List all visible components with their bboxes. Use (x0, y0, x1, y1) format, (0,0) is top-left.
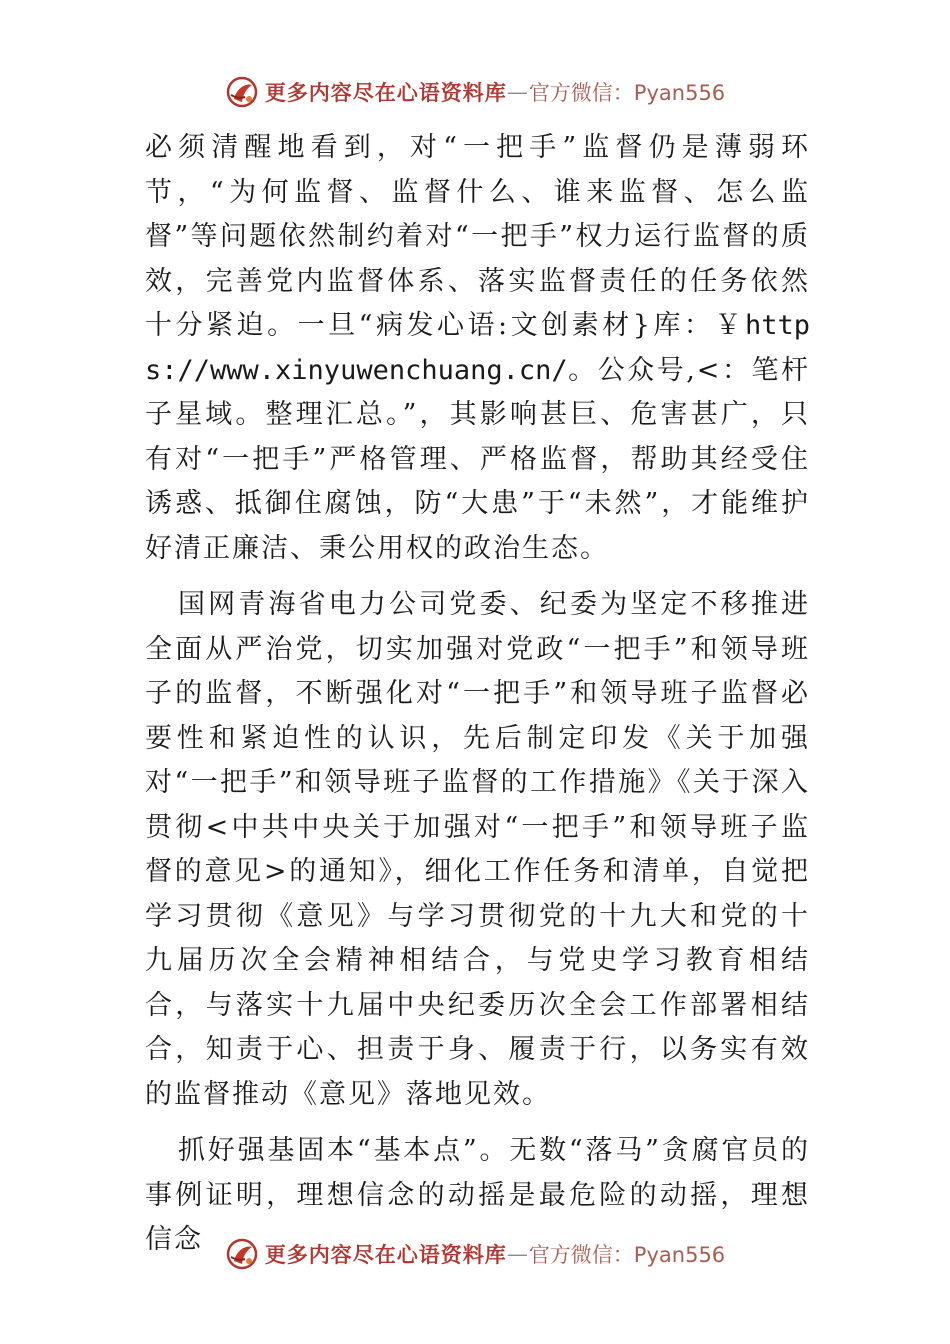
paragraph-1-part-1: 必须清醒地看到，对“一把手”监督仍是薄弱环节，“为何监督、监督什么、谁来监督、怎么监督”等问题依然制约着对“一把手”权力运行监督的质效，完善党内监督体系、落实监督责任的任务依然十分紧迫。一旦“病发心语:文创素材}库：￥ (145, 132, 810, 341)
banner-title: 更多内容尽在心语资料库 (264, 80, 507, 105)
leaf-swirl-logo-icon (225, 75, 259, 109)
paragraph-2: 国网青海省电力公司党委、纪委为坚定不移推进全面从严治党，切实加强对党政“一把手”和领导班子的监督，不断强化对“一把手”和领导班子监督必要性和紧迫性的认识，先后制定印发《关于加强对“一把手”和领导班子监督的工作措施》《关于深入贯彻<中共中央关于加强对“一把手”和领导班子监督的意见>的通知》，细化工作任务和清单，自觉把学习贯彻《意见》与学习贯彻党的十九大和党的十九届历次全会精神相结合，与党史学习教育相结合，与落实十九届中央纪委历次全会工作部署相结合，知责于心、担责于身、履责于行，以务实有效的监督推动《意见》落地见效。 (145, 589, 810, 1110)
paragraph-1-url: https://www.xinyuwenchuang.cn/ (145, 310, 810, 386)
footer-banner (0, 1232, 950, 1276)
paragraph-1-part-3: 。公众号,<：笔杆子星域。整理汇总。”，其影响甚巨、危害甚广，只有对“一把手”严格管理、严格监督，帮助其经受住诱惑、抵御住腐蚀，防“大患”于“未然”，才能维护好清正廉洁、秉公用权的政治生态。 (145, 354, 810, 564)
paragraph-3: 抓好强基固本“基本点”。无数“落马”贪腐官员的事例证明，理想信念的动摇是最危险的动摇，理想信念 (145, 1135, 810, 1255)
footer-banner-separator: — (506, 1242, 529, 1266)
document-body (145, 126, 810, 1263)
footer-banner-title: 更多内容尽在心语资料库 (264, 1242, 507, 1267)
header-banner (0, 70, 950, 114)
footer-banner-contact: 官方微信：Pyan556 (528, 1243, 726, 1267)
banner-contact: 官方微信：Pyan556 (528, 81, 726, 105)
paragraph-1 (145, 126, 810, 571)
banner-separator: — (506, 80, 529, 104)
leaf-swirl-logo-icon (225, 1237, 259, 1271)
